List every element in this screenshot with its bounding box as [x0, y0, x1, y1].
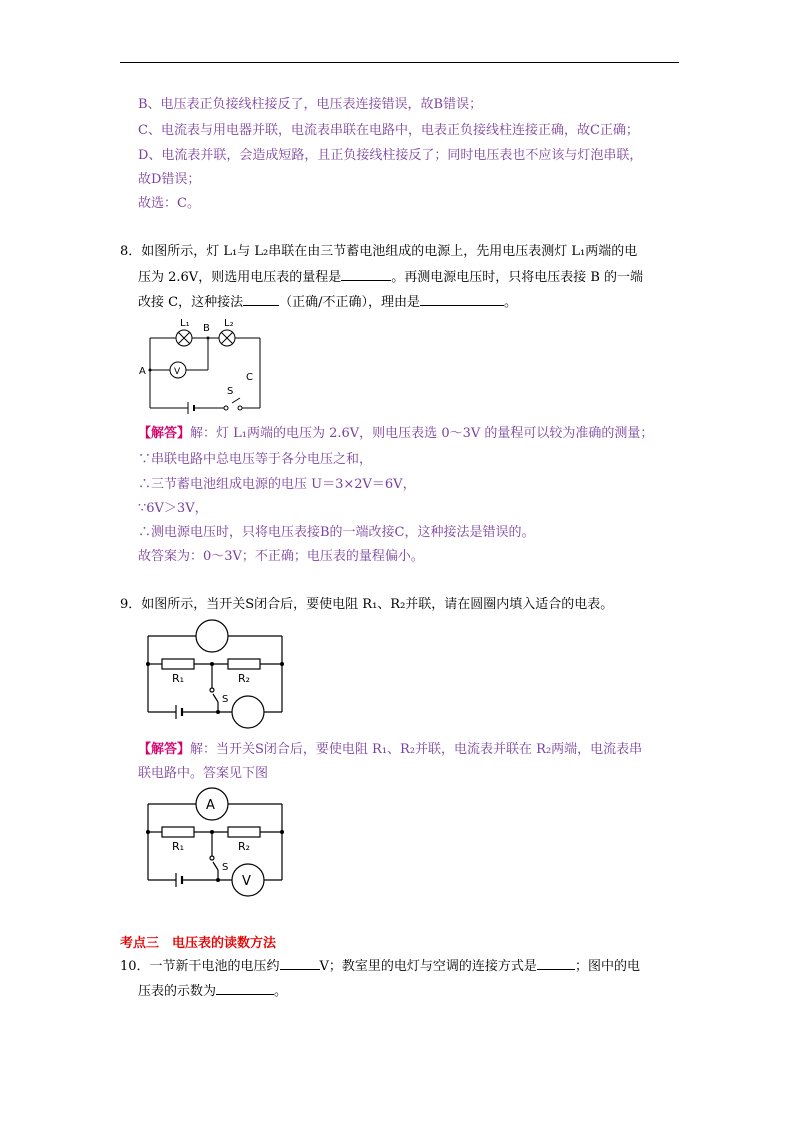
q8-text-3b: （正确/不正确），理由是 — [279, 295, 420, 310]
voltmeter-label: V — [242, 874, 251, 889]
resistor-r1-icon — [162, 827, 194, 837]
q8-answer-tag: 【解答】 — [138, 426, 191, 441]
label-r1: R₁ — [172, 672, 185, 685]
q8-answer-line2: ∵串联电路中总电压等于各分电压之和， — [138, 452, 373, 467]
label-s: S — [222, 694, 229, 705]
resistor-r1-icon — [162, 659, 194, 669]
label-b: B — [203, 323, 210, 334]
q8-blank-reason[interactable] — [420, 293, 504, 306]
q10-blank-reading[interactable] — [216, 982, 274, 995]
answer-line-c: C、电流表与用电器并联，电流表串联在电路中，电表正负接线柱连接正确，故C正确； — [138, 123, 639, 138]
resistor-r2-icon — [228, 827, 260, 837]
q9-answer-line1 — [138, 741, 642, 759]
label-s: S — [227, 386, 234, 397]
q10-line1 — [120, 957, 640, 976]
meter-circle-bottom-icon — [232, 696, 264, 728]
q8-answer-line6: 故答案为：0～3V；不正确；电压表的量程偏小。 — [138, 549, 424, 564]
label-s: S — [222, 862, 229, 873]
label-r2: R₂ — [238, 672, 251, 685]
q8-answer-line3: ∴三节蓄电池组成电源的电压 U＝3×2V＝6V， — [138, 477, 416, 492]
label-c: C — [246, 372, 253, 383]
ammeter-label: A — [206, 798, 215, 813]
q10-blank-connection[interactable] — [537, 957, 575, 970]
q9-circuit-diagram — [140, 618, 290, 730]
label-l2: L₂ — [224, 318, 234, 329]
q8-answer-line4: ∵6V＞3V， — [138, 501, 208, 516]
header-rule — [120, 62, 679, 63]
q8-text-3a: 改接 C，这种接法 — [138, 295, 244, 310]
q8-circuit-diagram — [136, 314, 276, 414]
answer-line-d: D、电流表并联，会造成短路，且正负接线柱接反了；同时电压表也不应该与灯泡串联， — [138, 148, 643, 163]
q9-answer-text1: 解：当开关S闭合后，要使电阻 R₁、R₂并联，电流表并联在 R₂两端，电流表串 — [190, 742, 643, 757]
q8-answer-text1: 解：灯 L₁两端的电压为 2.6V，则电压表选 0～3V 的量程可以较为准确的测量； — [190, 426, 654, 441]
q8-line1: 8．如图所示，灯 L₁与 L₂串联在由三节蓄电池组成的电源上，先用电压表测灯 L₁两端的电 — [120, 244, 638, 259]
resistor-r2-icon — [228, 659, 260, 669]
voltmeter-label: V — [174, 367, 181, 377]
q8-answer-line5: ∴测电源电压时，只将电压表接B的一端改接C，这种接法是错误的。 — [138, 525, 535, 540]
q8-blank-range[interactable] — [341, 268, 391, 281]
answer-line-b: B、电压表正负接线柱接反了，电压表连接错误，故B错误； — [138, 97, 483, 112]
label-a: A — [139, 366, 146, 377]
q8-line3 — [138, 293, 517, 312]
q9-answer-tag: 【解答】 — [138, 742, 191, 757]
label-l1: L₁ — [180, 318, 190, 329]
q8-blank-correct[interactable] — [243, 293, 279, 306]
q8-text-3c: 。 — [503, 295, 517, 310]
label-r1: R₁ — [172, 840, 185, 853]
q8-text-2a: 压为 2.6V，则选用电压表的量程是 — [138, 270, 342, 285]
q10-text-2a: 压表的示数为 — [138, 984, 217, 999]
q10-blank-voltage[interactable] — [280, 957, 320, 970]
q9-answer-line2: 联电路中。答案见下图 — [138, 766, 269, 781]
q10-text-1c: ；图中的电 — [574, 959, 640, 974]
meter-circle-top-icon — [196, 620, 228, 652]
q10-text-1a: 10．一节新干电池的电压约 — [120, 959, 280, 974]
q9-line1: 9．如图所示，当开关S闭合后，要使电阻 R₁、R₂并联，请在圆圈内填入适合的电表。 — [120, 597, 614, 612]
q8-answer-line1 — [138, 425, 653, 443]
q10-text-2b: 。 — [274, 984, 288, 999]
q10-line2 — [138, 982, 287, 1001]
q9-answer-diagram — [140, 786, 290, 898]
answer-line-d-cont: 故D错误； — [138, 172, 201, 187]
q8-text-2b: 。再测电源电压时，只将电压表接 B 的一端 — [391, 270, 644, 285]
q10-text-1b: V；教室里的电灯与空调的连接方式是 — [319, 959, 537, 974]
section-heading: 考点三 电压表的读数方法 — [120, 936, 277, 951]
q8-line2 — [138, 268, 643, 287]
label-r2: R₂ — [238, 840, 251, 853]
answer-conclusion: 故选：C。 — [138, 196, 200, 211]
